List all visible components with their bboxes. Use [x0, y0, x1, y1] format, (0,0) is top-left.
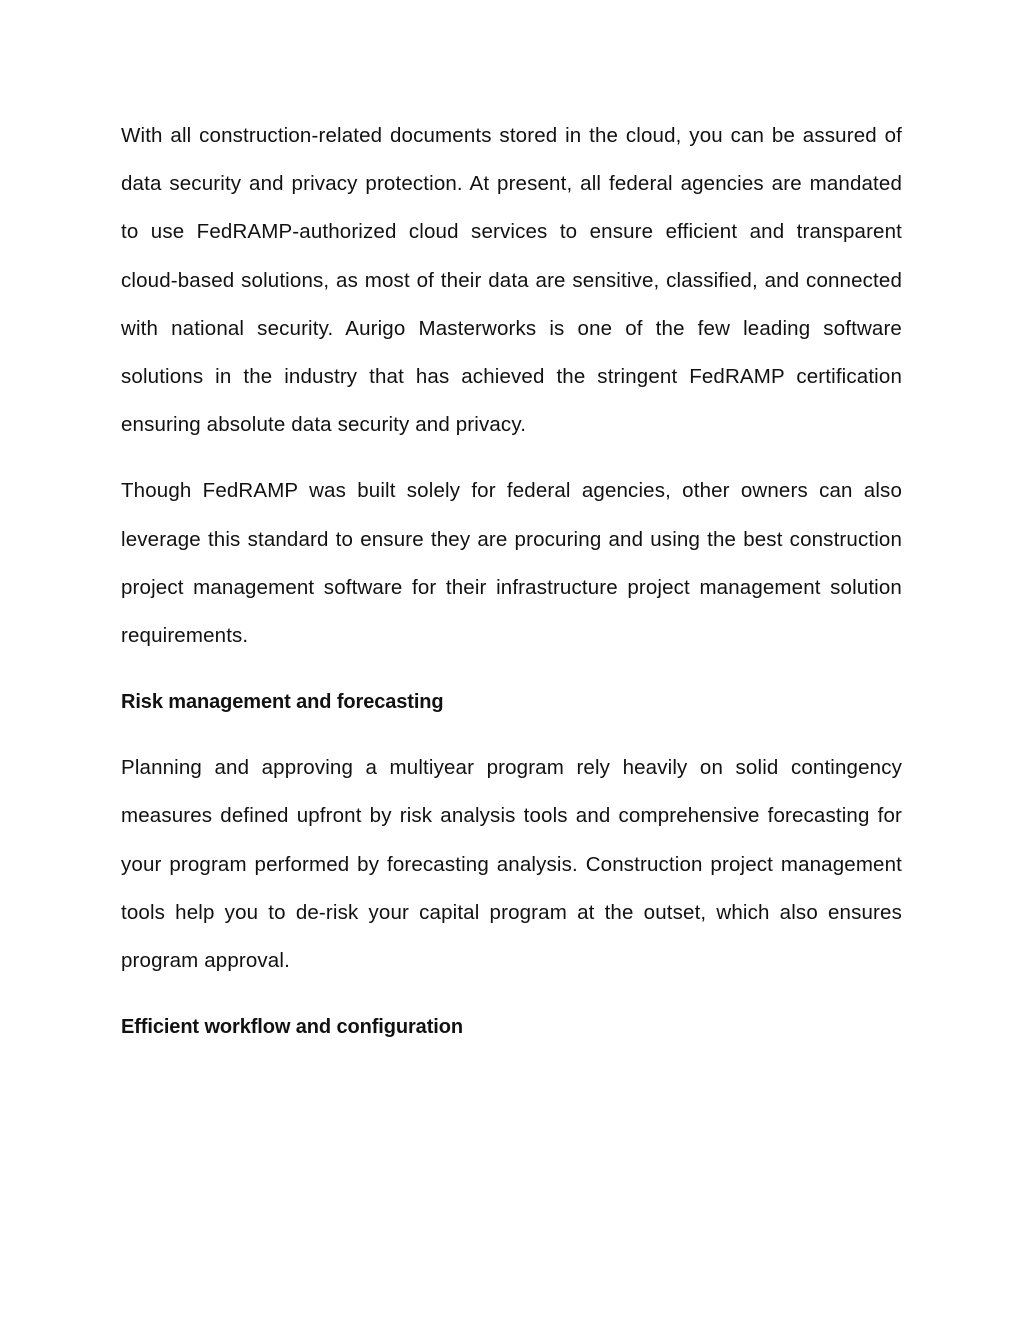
document-body: [121, 112, 902, 1051]
paragraph-risk-forecasting: Planning and approving a multiyear program rely heavily on solid contingency measures defined upfront by risk analysis tools and comprehensive forecasting for your program performed by forecasting analysis. Construction project management tools help you to de-risk your capital program at the outset, which also ensures program approval.: [121, 756, 902, 973]
section-heading-workflow: Efficient workflow and configuration: [121, 1016, 463, 1039]
section-heading-risk-management: Risk management and forecasting: [121, 691, 444, 714]
paragraph-cloud-security: With all construction-related documents stored in the cloud, you can be assured of data security and privacy protection. At present, all federal agencies are mandated to use FedRAMP-authorized cloud services to ensure efficient and transparent cloud-based solutions, as most of their data are sensitive, classified, and connected with national security. Aurigo Masterworks is one of the few leading software solutions in the industry that has achieved the stringent FedRAMP certification ensuring absolute data security and privacy.: [121, 124, 902, 437]
paragraph-fedramp-owners: Though FedRAMP was built solely for federal agencies, other owners can also leverage this standard to ensure they are procuring and using the best construction project management software for their infrastructure project management solution requirements.: [121, 479, 902, 648]
